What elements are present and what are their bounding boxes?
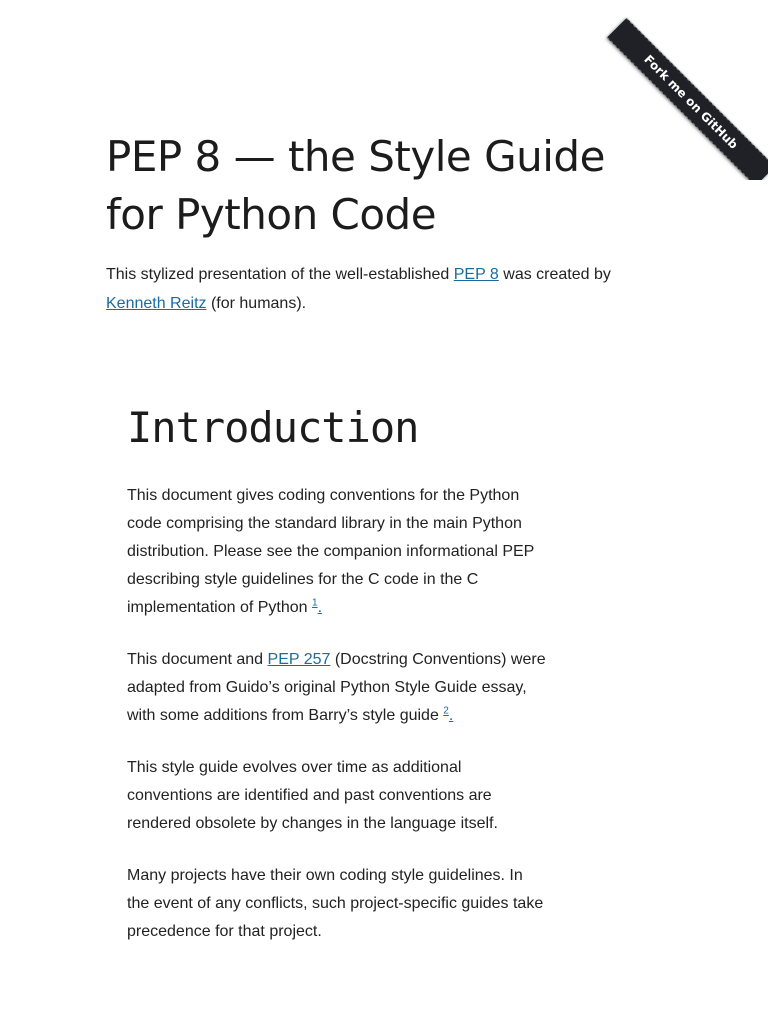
intro-paragraph-2-before: This document and xyxy=(127,651,268,668)
fork-me-on-github-ribbon[interactable]: Fork me on GitHub xyxy=(607,18,768,180)
page-title: PEP 8 — the Style Guide for Python Code xyxy=(106,132,605,239)
intro-paragraph-3: This style guide evolves over time as additional conventions are identified and past conventions are rendered obsolete by changes in the language itself. xyxy=(127,759,498,832)
footnote-1-link[interactable]: 1 xyxy=(312,597,318,609)
lede-text-before: This stylized presentation of the well-established xyxy=(106,266,454,283)
intro-lede xyxy=(106,260,646,318)
footnote-2-period[interactable]: . xyxy=(448,707,454,724)
kenneth-reitz-link[interactable]: Kenneth Reitz xyxy=(106,295,207,312)
lede-text-middle: was created by xyxy=(498,266,611,283)
footnote-2-link[interactable]: 2 xyxy=(443,705,449,717)
intro-paragraph-4: Many projects have their own coding style guidelines. In the event of any conflicts, such project-specific guides take precedence for that project. xyxy=(127,867,544,940)
lede-text-after: (for humans). xyxy=(206,295,307,312)
page-header xyxy=(106,128,646,318)
pep257-link[interactable]: PEP 257 xyxy=(267,651,331,668)
footnote-1-period[interactable]: . xyxy=(317,599,323,616)
intro-paragraph-2 xyxy=(127,646,547,730)
intro-paragraph-2-after: (Docstring Conventions) were adapted from Guido’s original Python Style Guide essay, with some additions from Barry’s style guide xyxy=(127,651,546,724)
intro-paragraph-1 xyxy=(127,482,547,622)
introduction-section xyxy=(127,400,547,970)
pep8-link[interactable]: PEP 8 xyxy=(453,266,499,283)
intro-paragraph-1-text: This document gives coding conventions for the Python code comprising the standard library in the main Python distribution. Please see the companion informational PEP describing style guidelines for the C code in the C implementation of Python xyxy=(127,487,535,616)
introduction-heading: Introduction xyxy=(127,403,419,452)
